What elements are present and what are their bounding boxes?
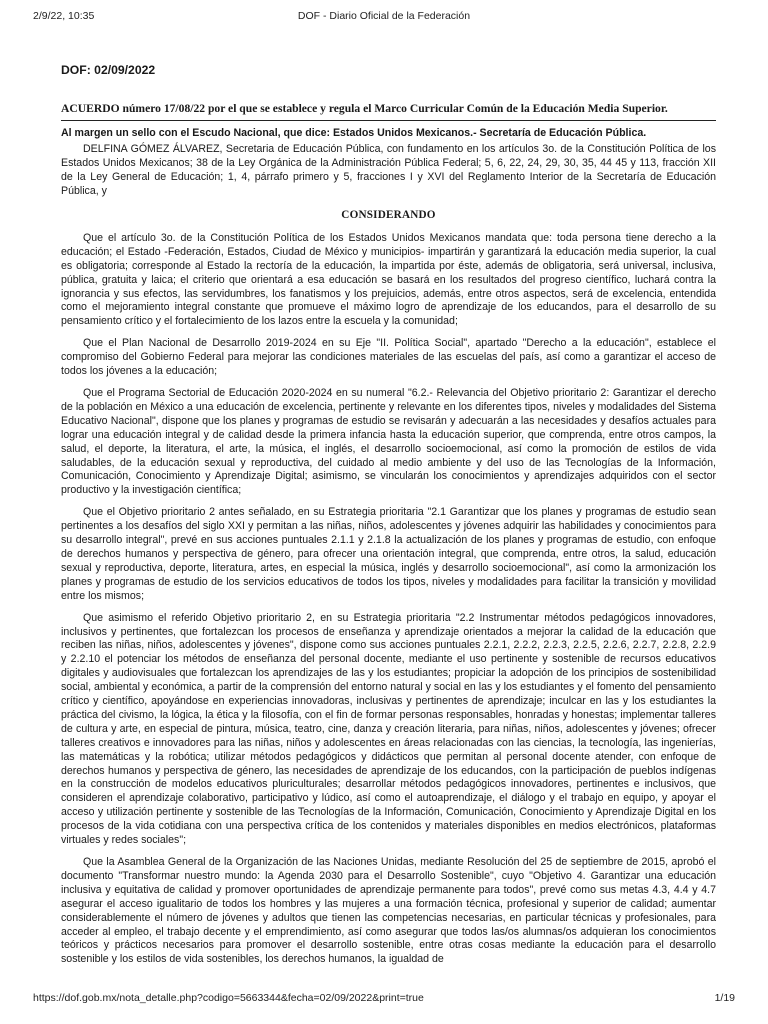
print-page-title: DOF - Diario Oficial de la Federación [297, 10, 471, 22]
print-header [33, 10, 735, 24]
considerando-paragraph: Que el Objetivo prioritario 2 antes señalado, en su Estrategia prioritaria "2.1 Garantizar que los planes y programas de estudio sean pertinentes a los desafíos del siglo XXI y permitan a las niñas, niños, adolescentes y jóvenes adquirir las habilidades y conocimientos para su desarrollo integral", prevé en sus acciones puntuales 2.1.1 y 2.1.8 la actualización de los planes y programas de estudio, con enfoque de derechos humanos y perspectiva de género, para ofrecer una orientación integral, que comprenda, entre otros, la salud, educación sexual y reproductiva, deporte, literatura, artes, en especial la música, inglés y desarrollo socioemocional", así como la armonización los planes y programas de estudio de los servicios educativos de todos los tipos, niveles y modalidades para facilitar la transición y movilidad entre los mismos; [61, 506, 716, 602]
dof-date-heading: DOF: 02/09/2022 [61, 63, 156, 77]
print-datetime: 2/9/22, 10:35 [33, 10, 95, 22]
print-footer [33, 992, 735, 1006]
considerando-paragraph: Que el artículo 3o. de la Constitución Política de los Estados Unidos Mexicanos mandata que: toda persona tiene derecho a la educación; el Estado -Federación, Estados, Ciudad de México y municipios- impartirán y garantizará la educación media superior, la cual es obligatoria; corresponde al Estado la rectoría de la educación, la impartida por éste, además de obligatoria, será universal, inclusiva, pública, gratuita y laica; el criterio que orientará a esa educación se basará en los resultados del progreso científico, luchará contra la ignorancia y sus efectos, las servidumbres, los fanatismos y los prejuicios, además, entre otros aspectos, será de excelencia, entendida como el mejoramiento integral constante que promueve el máximo logro de aprendizaje de los educandos, para el desarrollo de su pensamiento crítico y el fortalecimiento de los lazos entre la escuela y la comunidad; [61, 231, 716, 328]
considerando-paragraph: Que el Plan Nacional de Desarrollo 2019-2024 en su Eje "II. Política Social", apartado "Derecho a la educación", establece el compromiso del Gobierno Federal para mejorar las condiciones materiales de las escuelas del país, así como a garantizar el acceso de todos los jóvenes a la educación; [61, 337, 716, 378]
page-number: 1/19 [714, 992, 735, 1004]
margin-note: Al margen un sello con el Escudo Nacional, que dice: Estados Unidos Mexicanos.- Secretaría de Educación Pública. [61, 126, 647, 139]
acuerdo-title: ACUERDO número 17/08/22 por el que se establece y regula el Marco Curricular Común de la Educación Media Superior. [61, 102, 716, 121]
considerando-heading: CONSIDERANDO [341, 209, 436, 222]
document-body [61, 64, 716, 967]
page-url: https://dof.gob.mx/nota_detalle.php?codigo=5663344&fecha=02/09/2022&print=true [33, 992, 424, 1004]
intro-paragraph: DELFINA GÓMEZ ÁLVAREZ, Secretaria de Educación Pública, con fundamento en los artículos 3o. de la Constitución Política de los Estados Unidos Mexicanos; 38 de la Ley Orgánica de la Administración Pública Federal; 5, 6, 22, 24, 29, 30, 35, 44 45 y 113, fracción XII de la Ley General de Educación; 1, 4, párrafo primero y 5, fracciones I y XVI del Reglamento Interior de la Secretaría de Educación Pública, y [61, 143, 716, 198]
considerando-paragraph: Que la Asamblea General de la Organización de las Naciones Unidas, mediante Resolución del 25 de septiembre de 2015, aprobó el documento "Transformar nuestro mundo: la Agenda 2030 para el Desarrollo Sostenible", cuyo "Objetivo 4. Garantizar una educación inclusiva y equitativa de calidad y promover oportunidades de aprendizaje permanente para todos", prevé como sus metas 4.3, 4.4 y 4.7 asegurar el acceso igualitario de todos los hombres y las mujeres a una formación técnica, profesional y superior de calidad; aumentar considerablemente el número de jóvenes y adultos que tienen las competencias necesarias, en particular técnicas y profesionales, para acceder al empleo, el trabajo decente y el emprendimiento, así como asegurar que todos las/os alumnas/os adquieran los conocimientos teóricos y prácticos necesarios para promover el desarrollo sostenible, entre otras cosas mediante la educación para el desarrollo sostenible y los estilos de vida sostenibles, los derechos humanos, la igualdad de [61, 856, 716, 966]
considerando-paragraph: Que asimismo el referido Objetivo prioritario 2, en su Estrategia prioritaria "2.2 Instrumentar métodos pedagógicos innovadores, inclusivos y pertinentes, que fortalezcan los procesos de enseñanza y aprendizaje orientados a mejorar la calidad de la educación que reciben las niñas, niños, adolescentes y jóvenes", dispone como sus acciones puntuales 2.2.1, 2.2.2, 2.2.3, 2.2.5, 2.2.6, 2.2.7, 2.2.8, 2.2.9 y 2.2.10 el potenciar los métodos de enseñanza del personal docente, mediante el uso pertinente y sostenible de recursos educativos digitales y audiovisuales que fortalezcan los aprendizajes de las y los estudiantes; propiciar la adopción de los principios de sostenibilidad social, ambiental y económica, a partir de la comprensión del entorno natural y social en las y los estudiantes y el fomento del pensamiento crítico y científico, apoyándose en experiencias innovadoras, inclusivas y pertinentes de aprendizaje; inculcar en las y los estudiantes la práctica del civismo, la lógica, la ética y la filosofía, con el fin de formar personas responsables, honradas y honestas; implementar talleres de cultura y arte, en especial de pintura, música, teatro, cine, danza y creación literaria, para niñas, niños, adolescentes y jóvenes; ofrecer talleres creativos e innovadores para las niñas, niños y adolescentes en áreas relacionadas con las ciencias, la tecnología, las ingenierías, las matemáticas y la robótica; utilizar métodos pedagógicos y didácticos que permitan al personal docente atender, con enfoque de derechos humanos y perspectiva de género, las necesidades de aprendizaje de los educandos, con la participación de pueblos indígenas en la construcción de modelos educativos pluriculturales; desarrollar métodos pedagógicos innovadores, pertinentes e inclusivos, que consideren el aprendizaje colaborativo, participativo y lúdico, así como el autoaprendizaje, el diálogo y el trabajo en equipo, y apoyar el acceso y utilización pertinente y sostenible de las Tecnologías de la Información, Comunicación, Conocimiento y Aprendizaje Digital en los procesos de la vida cotidiana con una perspectiva crítica de los contenidos y materiales disponibles en medios electrónicos, plataformas virtuales y redes sociales"; [61, 611, 716, 847]
considerando-paragraph: Que el Programa Sectorial de Educación 2020-2024 en su numeral "6.2.- Relevancia del Objetivo prioritario 2: Garantizar el derecho de la población en México a una educación de excelencia, pertinente y relevante en los diferentes tipos, niveles y modalidades del Sistema Educativo Nacional", dispone que los planes y programas de estudio se revisarán y adecuarán a las necesidades y desafíos actuales para lograr una educación integral y de calidad desde la primera infancia hasta la educación superior, que comprenda, entre otros campos, la salud, el deporte, la literatura, el arte, la música, el inglés, el desarrollo socioemocional, así como la promoción de estilos de vida saludables, de la educación sexual y reproductiva, del cuidado al medio ambiente y del uso de las Tecnologías de la Información, Comunicación, Conocimiento y Aprendizaje Digital; asimismo, se vincularán los conocimientos y aprendizajes adquiridos con el sector productivo y la investigación científica; [61, 387, 716, 497]
